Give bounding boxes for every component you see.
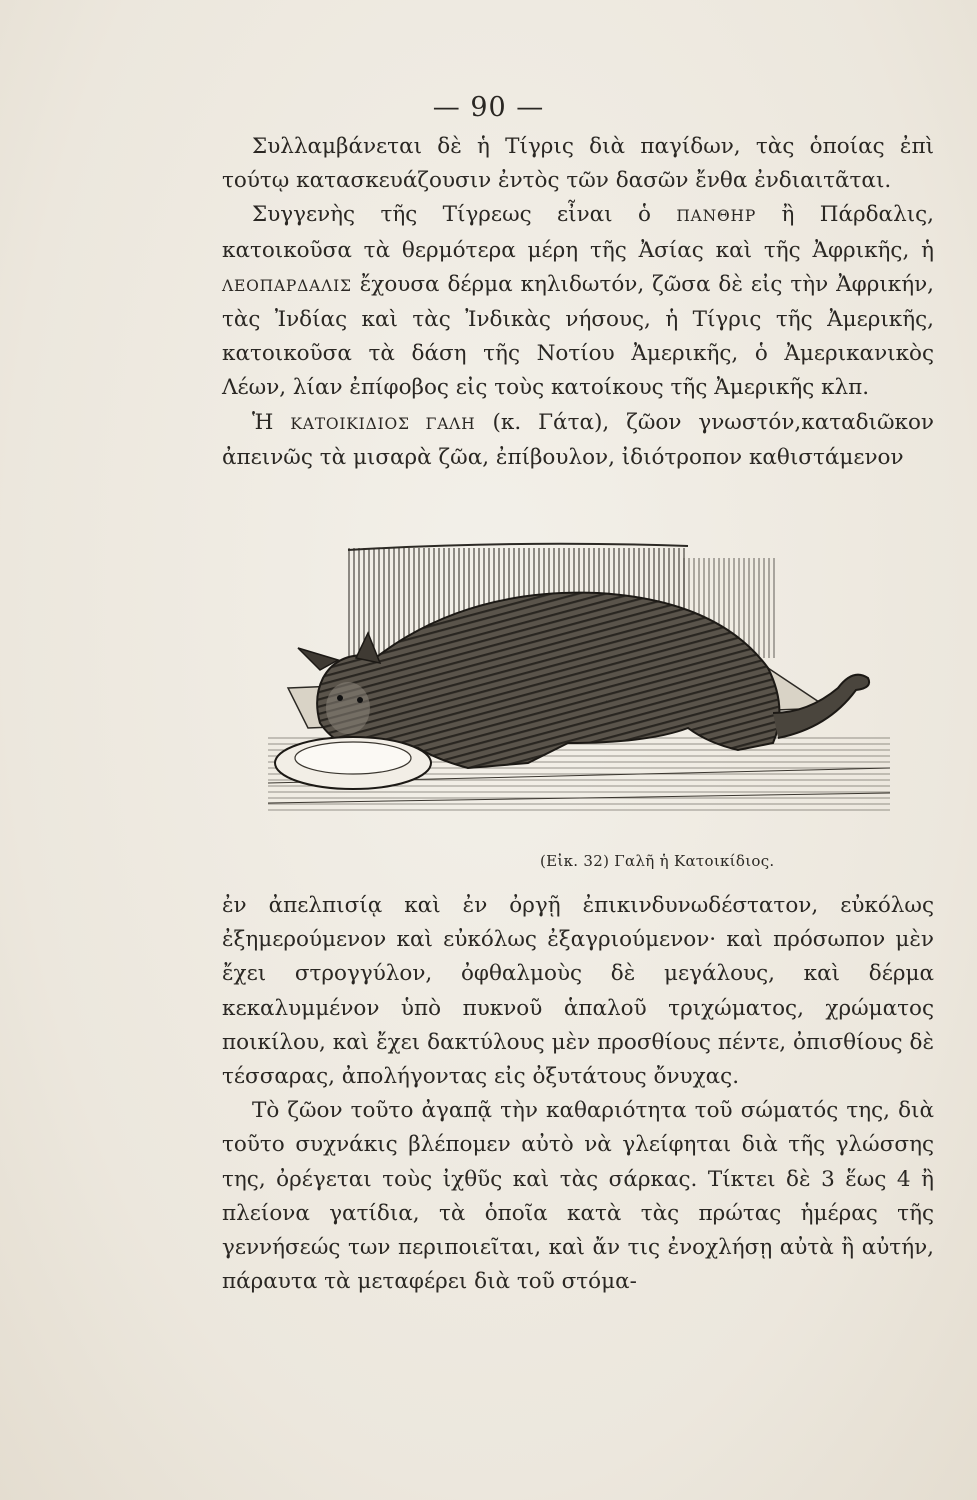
paragraph-cat-habits: Τὸ ζῶον τοῦτο ἀγαπᾷ τὴν καθαριότητα τοῦ σώματός της, διὰ τοῦτο συχνάκις βλέπομεν αὐτὸ νὰ γλείφηται διὰ τῆς γλώσσης της, ὀρέγεται τοὺς ἰχθῦς καὶ τὰς σάρκας. Τίκτει δὲ 3 ἕως 4 ἢ πλείονα γατίδια, τὰ ὁποῖα κατὰ τὰς πρώτας ἡμέρας τῆς γεννήσεώς των περιποιεῖται, καὶ ἄν τις ἐνοχλήσῃ αὐτὰ ἢ αὐτήν, πάραυτα τὰ μεταφέρει διὰ τοῦ στόμα- [222, 1098, 934, 1295]
cat-engraving [268, 538, 890, 838]
upper-text-block [222, 130, 934, 475]
page-number: — 90 — [432, 92, 545, 123]
term-leopard: ΛΕΟΠΑΡΔΑΛΙΣ [222, 276, 352, 295]
figure-caption: (Εἰκ. 32) Γαλῆ ἡ Κατοικίδιος. [540, 852, 775, 870]
paragraph-domestic-cat: Ἡ ΚΑΤΟΙΚΙΔΙΟΣ ΓΑΛΗ (κ. Γάτα), ζῶον γνωστόν,καταδιῶκον ἀπεινῶς τὰ μισαρὰ ζῶα, ἐπίβουλον, ἰδιότροπον καθιστάμενον [222, 409, 934, 470]
paragraph-tiger-capture: Συλλαμβάνεται δὲ ἡ Τίγρις διὰ παγίδων, τὰς ὁποίας ἐπὶ τούτῳ κατασκευάζουσιν ἐντὸς τῶν δασῶν ἔνθα ἐνδιαιτᾶται. [222, 134, 934, 194]
term-panther: ΠΑΝΘΗΡ [676, 207, 757, 226]
term-domestic-cat: ΚΑΤΟΙΚΙΔΙΟΣ ΓΑΛΗ [290, 414, 476, 433]
milk-dish [275, 737, 431, 789]
paragraph-cat-description: ἐν ἀπελπισίᾳ καὶ ἐν ὀργῇ ἐπικινδυνωδέστατον, εὐκόλως ἐξημερούμενον καὶ εὐκόλως ἐξαγριούμενον· καὶ πρόσωπον μὲν ἔχει στρογγύλον, ὀφθαλμοὺς δὲ μεγάλους, καὶ δέρμα κεκαλυμμένον ὑπὸ πυκνοῦ ἁπαλοῦ τριχώματος, χρώματος ποικίλου, καὶ ἔχει δακτύλους μὲν προσθίους πέντε, ὀπισθίους δὲ τέσσαρας, ἀπολήγοντας εἰς ὀξυτάτους ὄνυχας. [222, 893, 934, 1090]
lower-text-block [222, 889, 934, 1299]
paragraph-relatives: Συγγενὴς τῆς Τίγρεως εἶναι ὁ ΠΑΝΘΗΡ ἢ Πάρδαλις, κατοικοῦσα τὰ θερμότερα μέρη τῆς Ἀσίας καὶ τῆς Ἀφρικῆς, ἡ ΛΕΟΠΑΡΔΑΛΙΣ ἔχουσα δέρμα κηλιδωτόν, ζῶσα δὲ εἰς τὴν Ἀφρικήν, τὰς Ἰνδίας καὶ τὰς Ἰνδικὰς νήσους, ἡ Τίγρις τῆς Ἀμερικῆς, κατοικοῦσα τὰ δάση τῆς Νοτίου Ἀμερικῆς, ὁ Ἀμερικανικὸς Λέων, λίαν ἐπίφοβος εἰς τοὺς κατοίκους τῆς Ἀμερικῆς κλπ. [222, 202, 935, 401]
